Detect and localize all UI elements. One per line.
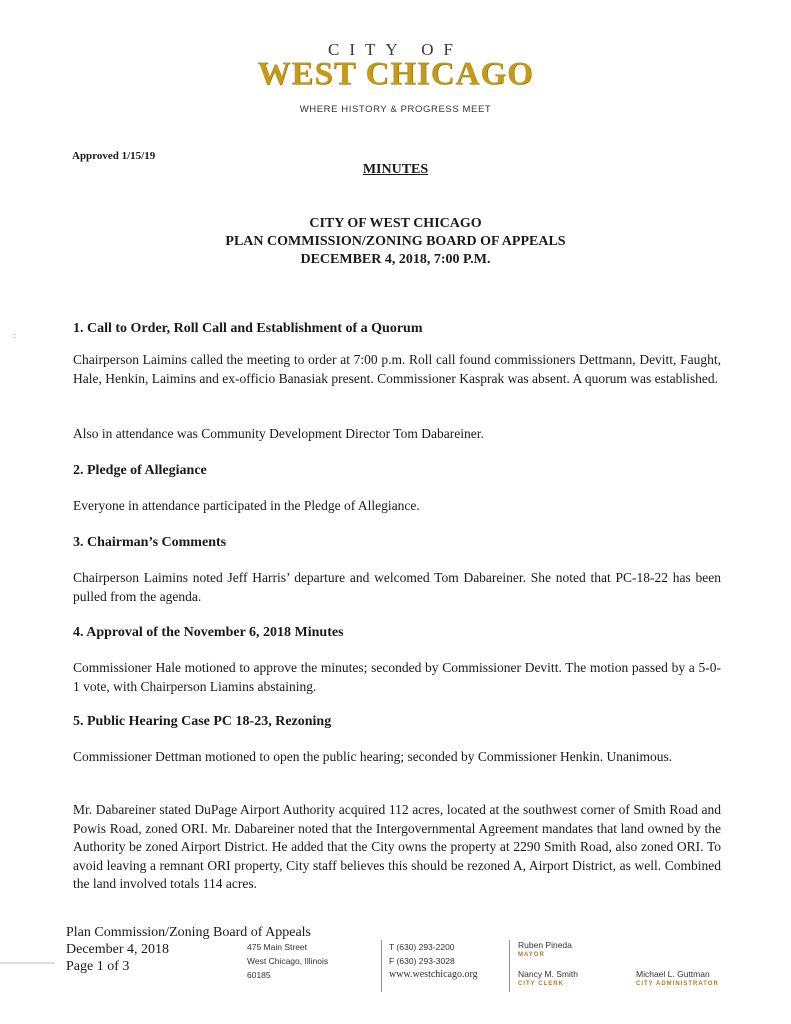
scan-edge-mark [0,962,55,964]
document-title [0,215,791,269]
clerk-name: Nancy M. Smith [518,969,578,979]
footer-mayor [518,940,572,960]
section-paragraph: Chairperson Laimins called the meeting to order at 7:00 p.m. Roll call found commissioners Dettmann, Devitt, Faught, Hale, Henkin, Laimins and ex-officio Banasiak present. Commissioner Kasprak was absent. A quorum was established. [73,352,721,386]
admin-title: CITY ADMINISTRATOR [636,981,719,987]
footer-line: Page 1 of 3 [66,959,130,974]
logo-west-chicago: WEST CHICAGO [257,56,534,92]
title-line: DECEMBER 4, 2018, 7:00 P.M. [300,252,491,267]
footer-contact [389,940,478,982]
footer-address [247,940,328,982]
section-paragraph: Commissioner Dettman motioned to open the public hearing; seconded by Commissioner Henkin. Unanimous. [73,749,673,764]
section-paragraph: Chairperson Laimins noted Jeff Harris’ departure and welcomed Tom Dabareiner. She noted that PC-18-22 has been pulled from the agenda. [73,570,721,604]
minutes-label: MINUTES [362,162,429,177]
section-heading: 4. Approval of the November 6, 2018 Minutes [73,625,344,640]
logo-city-of: CITY OF [327,40,463,59]
section-paragraph: Also in attendance was Community Development Director Tom Dabareiner. [73,426,484,441]
section-paragraph: Mr. Dabareiner stated DuPage Airport Authority acquired 112 acres, located at the southwest corner of Smith Road and Powis Road, zoned ORI. Mr. Dabareiner noted that the Intergovernmental Agreement mandates that land owned by the Authority be zoned Airport District. He added that the City owns the property at 2290 Smith Road, also zoned ORI. To avoid leaving a remnant ORI property, City staff believes this should be rezoned A, Airport District, as well. Combined the land involved totals 114 acres. [73,802,721,891]
footer-clerk [518,969,578,989]
footer-administrator [636,969,719,989]
stray-mark: :: [12,331,17,340]
mayor-name: Ruben Pineda [518,940,572,950]
address-line: West Chicago, Illinois [247,956,329,966]
address-line: 60185 [247,970,271,980]
footer-line: Plan Commission/Zoning Board of Appeals [66,925,311,940]
title-line: CITY OF WEST CHICAGO [309,216,482,231]
section-paragraph: Everyone in attendance participated in the Pledge of Allegiance. [73,498,420,513]
section-paragraph: Commissioner Hale motioned to approve the minutes; seconded by Commissioner Devitt. The motion passed by a 5-0-1 vote, with Chairperson Liamins abstaining. [73,660,721,694]
mayor-title: MAYOR [518,952,545,958]
clerk-title: CITY CLERK [518,981,564,987]
title-line: PLAN COMMISSION/ZONING BOARD OF APPEALS [225,234,566,249]
logo-tagline: WHERE HISTORY & PROGRESS MEET [299,104,492,115]
section-heading: 3. Chairman’s Comments [73,535,227,550]
phone-number: T (630) 293-2200 [389,942,455,952]
address-line: 475 Main Street [247,942,308,952]
fax-number: F (630) 293-3028 [389,956,455,966]
footer-line: December 4, 2018 [66,942,170,957]
admin-name: Michael L. Guttman [636,969,710,979]
approved-date: Approved 1/15/19 [72,150,156,162]
section-heading: 2. Pledge of Allegiance [73,463,207,478]
section-heading: 5. Public Hearing Case PC 18-23, Rezoning [73,714,332,729]
footer-divider [381,940,382,992]
website-link[interactable]: www.westchicago.org [389,969,478,980]
section-heading: 1. Call to Order, Roll Call and Establishment of a Quorum [73,321,423,336]
footer-divider [509,940,510,992]
